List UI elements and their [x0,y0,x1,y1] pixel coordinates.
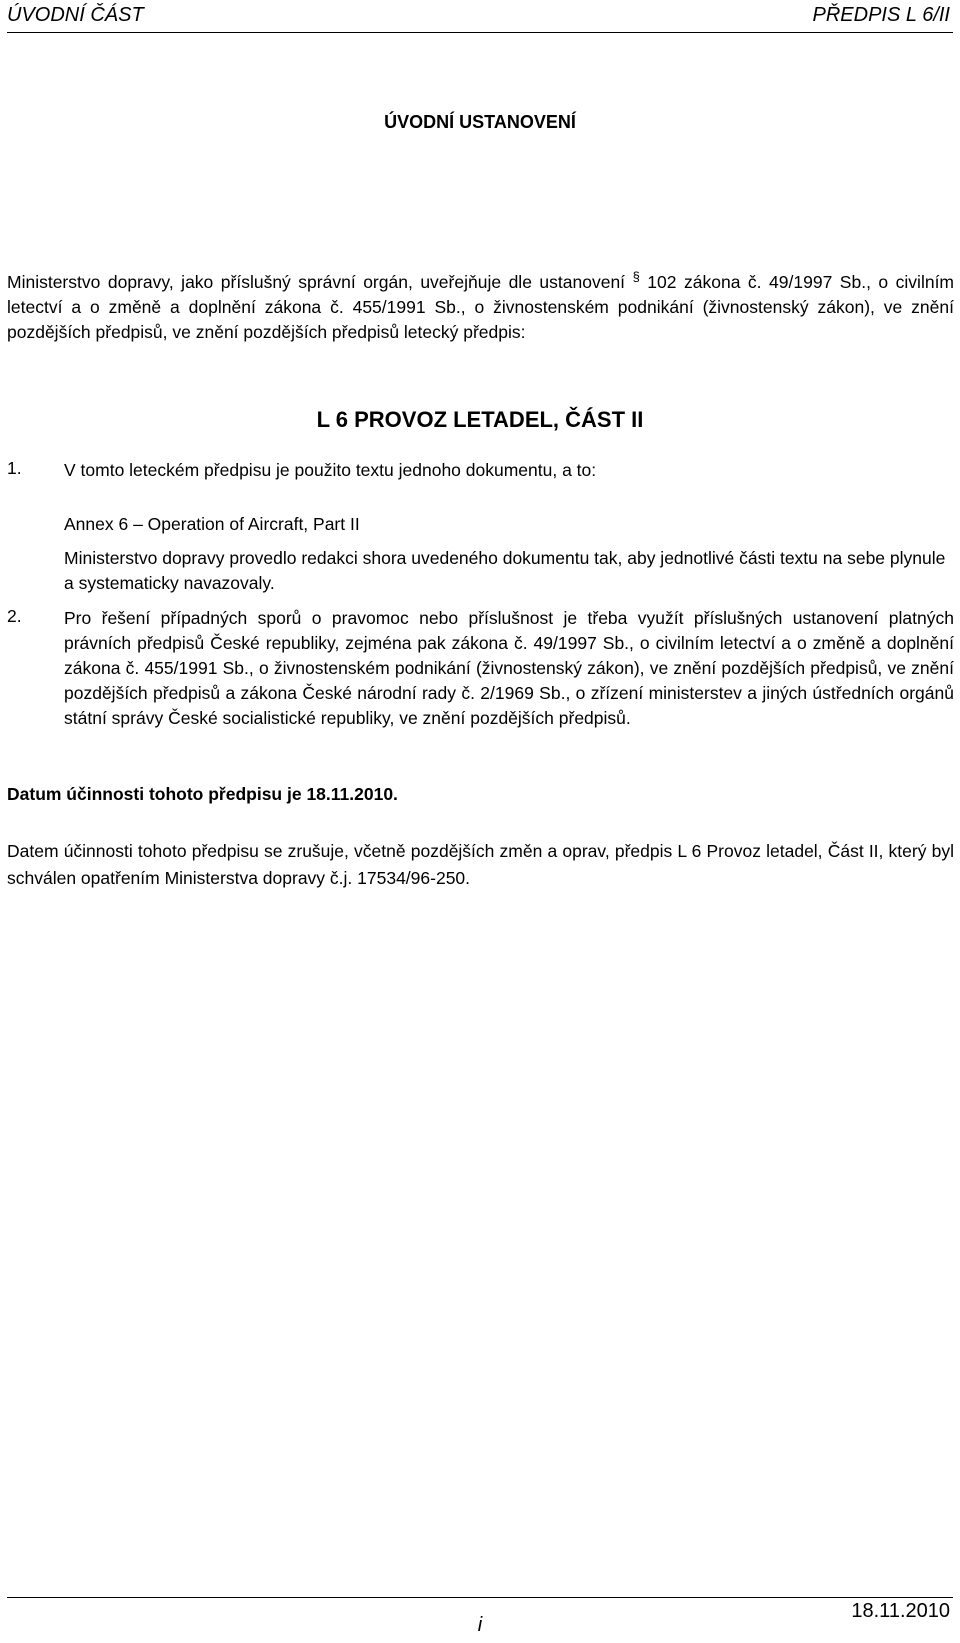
item-text-2: Pro řešení případných sporů o pravomoc nebo příslušnost je třeba využít příslušných ustanovení platných právních předpisů České republiky, zejména pak zákona č. 49/1997 Sb., o civilním letectví a o změně a doplnění zákona č. 455/1991 Sb., o živnostenském podnikání (živnostenský zákon), ve znění pozdějších předpisů, ve znění pozdějších předpisů a zákona České národní rady č. 2/1969 Sb., o zřízení ministerstev a jiných ústředních orgánů státní správy České socialistické republiky, ve znění pozdějších předpisů. [64,608,954,728]
effective-date-statement: Datum účinnosti tohoto předpisu je 18.11.2010. [7,784,398,804]
item-number-2: 2. [7,606,22,626]
header-section-label: ÚVODNÍ ČÁST [7,4,144,26]
editorial-note: Ministerstvo dopravy provedlo redakci shora uvedeného dokumentu tak, aby jednotlivé části textu na sebe plynule a systematicky navazovaly. [64,548,946,593]
header-divider [7,32,953,33]
intro-text-part1: Ministerstvo dopravy, jako příslušný správní orgán, uveřejňuje dle ustanovení [7,271,633,292]
repeal-paragraph: Datem účinnosti tohoto předpisu se zrušuje, včetně pozdějších změn a oprav, předpis L 6 Provoz letadel, Část II, který byl schválen opatřením Ministerstva dopravy č.j. 17534/96-250. [7,841,954,888]
footer-divider [7,1597,953,1598]
page-title: ÚVODNÍ USTANOVENÍ [384,112,576,132]
annex-reference: Annex 6 – Operation of Aircraft, Part II [64,514,360,534]
regulation-title: L 6 PROVOZ LETADEL, ČÁST II [316,407,644,432]
intro-paragraph [7,264,954,345]
item-text-1: V tomto leteckém předpisu je použito textu jednoho dokumentu, a to: [64,460,597,480]
section-sign: § [632,269,640,284]
item-number-1: 1. [7,458,22,478]
footer-date: 18.11.2010 [851,1600,950,1622]
intro-text-part2: 102 zákona č. 49/1997 Sb., o civilním letectví a o změně a doplnění zákona č. 455/1991 Sb., o živnostenském podnikání (živnostenský zákon), ve znění pozdějších předpisů, ve znění pozdějších předpisů letecký předpis: [7,271,955,342]
header-regulation-label: PŘEDPIS L 6/II [812,4,950,26]
page-number: i [477,1614,483,1636]
